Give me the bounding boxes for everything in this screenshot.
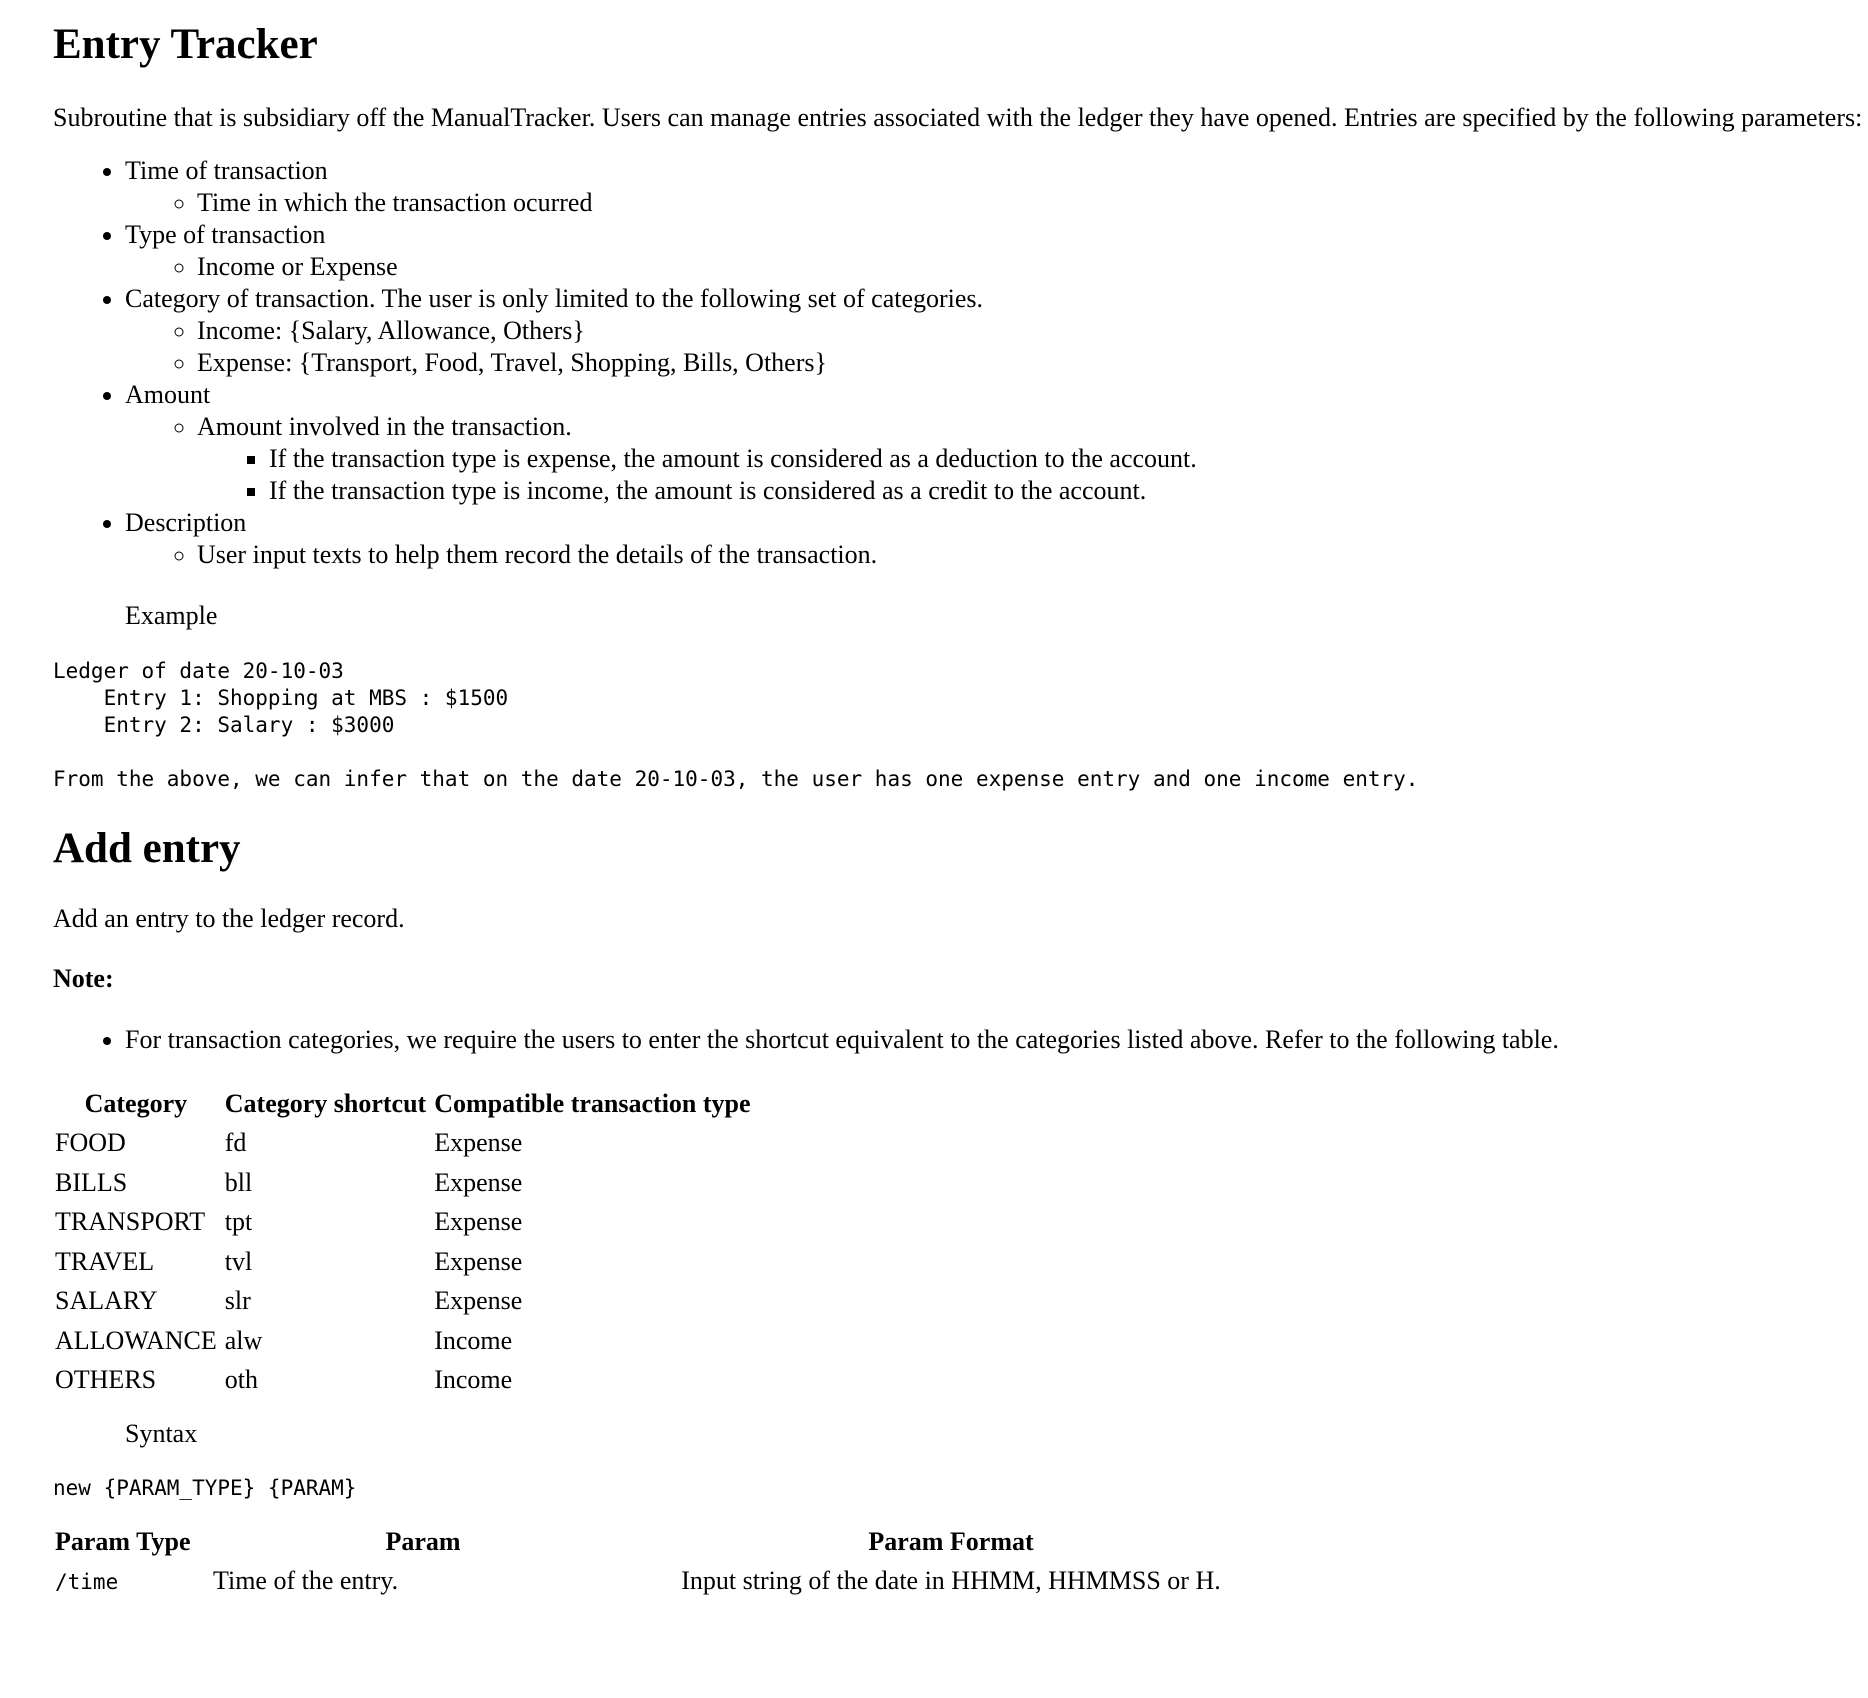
parameter-list <box>53 155 1868 571</box>
param-table <box>49 1522 1267 1603</box>
list-item: • Category of transaction. The user is only limited to the following set of categories. ◦ Income: {Salary, Allowance, Others} ◦ Expense: {Transport, Food, Travel, Shopping, Bills, Others} <box>125 283 1868 379</box>
table-header: Param Type <box>55 1527 191 1557</box>
list-item: • For transaction categories, we require the users to enter the shortcut equivalent to the categories listed above. Refer to the following table. <box>125 1024 1868 1056</box>
list-item: • Time of transaction ◦ Time in which the transaction ocurred <box>125 155 1868 219</box>
list-subitem: ◦ Expense: {Transport, Food, Travel, Shopping, Bills, Others} <box>197 347 1868 379</box>
table-row: SALARY slr Expense <box>55 1286 523 1316</box>
list-subitem: ◦ User input texts to help them record the details of the transaction. <box>197 539 1868 571</box>
list-subsubitem: ▪ If the transaction type is income, the amount is considered as a credit to the account. <box>269 475 1868 507</box>
table-row: FOOD fd Expense <box>55 1128 523 1158</box>
example-label: Example <box>125 601 218 631</box>
table-header: Compatible transaction type <box>434 1089 751 1119</box>
list-subitem: ◦ Income: {Salary, Allowance, Others} <box>197 315 1868 347</box>
table-row: ALLOWANCE alw Income <box>55 1325 513 1355</box>
example-code: Ledger of date 20-10-03 Entry 1: Shopping at MBS : $1500 Entry 2: Salary : $3000 <box>53 658 509 737</box>
table-header: Param Format <box>868 1527 1034 1557</box>
table-row: /time Time of the entry. Input string of the date in HHMM, HHMMSS or H. <box>55 1566 1221 1596</box>
param-type-code: /time <box>55 1570 119 1595</box>
syntax-code: new {PARAM_TYPE} {PARAM} <box>53 1476 357 1501</box>
table-row: OTHERS oth Income <box>55 1365 513 1395</box>
table-row: BILLS bll Expense <box>55 1167 523 1197</box>
intro-paragraph: Subroutine that is subsidiary off the ManualTracker. Users can manage entries associated with the ledger they have opened. Entries are specified by the following parameters: <box>53 103 1863 133</box>
list-item: • Amount ◦ Amount involved in the transaction. ▪ If the transaction type is expense, the amount is considered as a deduction to the account. ▪ If the transaction type is income, the amount is considered as a credit to the account. <box>125 379 1868 507</box>
note-label: Note: <box>53 963 114 993</box>
list-subitem: ◦ Time in which the transaction ocurred <box>197 187 1868 219</box>
list-subitem: ◦ Amount involved in the transaction. ▪ If the transaction type is expense, the amount is considered as a deduction to the account. ▪ If the transaction type is income, the amount is considered as a credit to the account. <box>197 411 1868 507</box>
list-item: • Type of transaction ◦ Income or Expense <box>125 219 1868 283</box>
add-entry-heading: Add entry <box>53 824 241 872</box>
category-table <box>49 1084 757 1400</box>
add-entry-description: Add an entry to the ledger record. <box>53 904 405 934</box>
list-subsubitem: ▪ If the transaction type is expense, the amount is considered as a deduction to the account. <box>269 443 1868 475</box>
page-title: Entry Tracker <box>53 21 318 68</box>
note-list <box>53 1024 1868 1056</box>
document <box>53 0 1868 1603</box>
table-header: Param <box>385 1527 461 1557</box>
table-header: Category <box>84 1089 188 1119</box>
table-row: TRAVEL tvl Expense <box>55 1246 523 1276</box>
example-explanation: From the above, we can infer that on the date 20-10-03, the user has one expense entry and one income entry. <box>53 766 1419 791</box>
table-header: Category shortcut <box>224 1089 427 1119</box>
syntax-label: Syntax <box>125 1418 198 1448</box>
table-row: TRANSPORT tpt Expense <box>55 1207 523 1237</box>
list-item: • Description ◦ User input texts to help them record the details of the transaction. <box>125 507 1868 571</box>
list-subitem: ◦ Income or Expense <box>197 251 1868 283</box>
